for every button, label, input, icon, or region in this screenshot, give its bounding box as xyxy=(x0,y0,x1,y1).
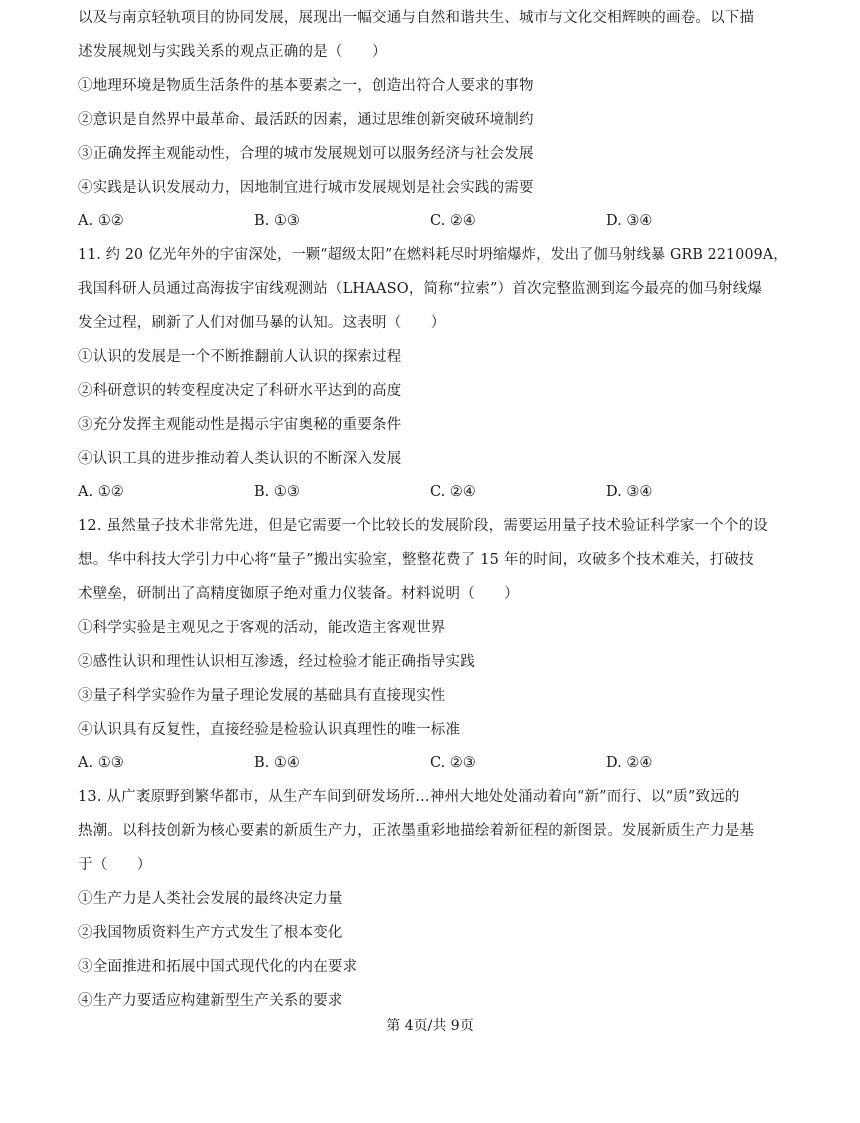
q12-stem-line-1: 12. 虽然量子技术非常先进，但是它需要一个比较长的发展阶段，需要运用量子技术验证科学家一个个的设 xyxy=(78,518,768,534)
q10-stem-line-1: 以及与南京轻轨项目的协同发展，展现出一幅交通与自然和谐共生、城市与文化交相辉映的画卷。以下描 xyxy=(78,10,755,26)
q10-statement-1: ①地理环境是物质生活条件的基本要素之一，创造出符合人要求的事物 xyxy=(78,78,534,94)
page-footer xyxy=(0,1016,860,1036)
q12-option-b[interactable]: B. ①④ xyxy=(254,755,300,771)
q11-statement-2: ②科研意识的转变程度决定了科研水平达到的高度 xyxy=(78,383,402,399)
q11-stem-line-1: 11. 约 20 亿光年外的宇宙深处，一颗“超级太阳”在燃料耗尽时坍缩爆炸，发出了伽马射线暴 GRB 221009A， xyxy=(78,247,788,263)
q11-statement-1: ①认识的发展是一个不断推翻前人认识的探索过程 xyxy=(78,349,402,365)
q10-statement-4: ④实践是认识发展动力，因地制宜进行城市发展规划是社会实践的需要 xyxy=(78,180,534,196)
q12-statement-2: ②感性认识和理性认识相互渗透，经过检验才能正确指导实践 xyxy=(78,654,475,670)
q10-statement-3: ③正确发挥主观能动性，合理的城市发展规划可以服务经济与社会发展 xyxy=(78,146,534,162)
q12-options xyxy=(78,753,788,773)
q12-option-a[interactable]: A. ①③ xyxy=(78,755,124,771)
q11-option-c[interactable]: C. ②④ xyxy=(430,484,476,500)
q12-statement-3: ③量子科学实验作为量子理论发展的基础具有直接现实性 xyxy=(78,688,446,704)
q13-stem-line-3: 于（ ） xyxy=(78,857,152,873)
q10-option-c[interactable]: C. ②④ xyxy=(430,213,476,229)
q11-option-a[interactable]: A. ①② xyxy=(78,484,124,500)
page-number: 第 4页/共 9页 xyxy=(386,1018,474,1034)
q13-statement-2: ②我国物质资料生产方式发生了根本变化 xyxy=(78,925,343,941)
q10-option-b[interactable]: B. ①③ xyxy=(254,213,300,229)
q13-statement-3: ③全面推进和拓展中国式现代化的内在要求 xyxy=(78,959,358,975)
q12-option-c[interactable]: C. ②③ xyxy=(430,755,476,771)
q13-statement-1: ①生产力是人类社会发展的最终决定力量 xyxy=(78,891,343,907)
q12-statement-4: ④认识具有反复性，直接经验是检验认识真理性的唯一标准 xyxy=(78,722,461,738)
q11-statement-3: ③充分发挥主观能动性是揭示宇宙奥秘的重要条件 xyxy=(78,417,402,433)
q12-stem-line-3: 术壁垒，研制出了高精度铷原子绝对重力仪装备。材料说明（ ） xyxy=(78,586,519,602)
q13-stem-line-2: 热潮。以科技创新为核心要素的新质生产力，正浓墨重彩地描绘着新征程的新图景。发展新质生产力是基 xyxy=(78,823,755,839)
q11-statement-4: ④认识工具的进步推动着人类认识的不断深入发展 xyxy=(78,451,402,467)
q12-option-d[interactable]: D. ②④ xyxy=(606,755,653,771)
q11-options xyxy=(78,482,788,502)
q13-statement-4: ④生产力要适应构建新型生产关系的要求 xyxy=(78,993,343,1009)
q10-option-d[interactable]: D. ③④ xyxy=(606,213,653,229)
q11-stem-line-2: 我国科研人员通过高海拔宇宙线观测站（LHAASO，简称“拉索”）首次完整监测到迄今最亮的伽马射线爆 xyxy=(78,281,763,297)
q12-stem-line-2: 想。华中科技大学引力中心将“量子”搬出实验室，整整花费了 15 年的时间，攻破多个技术难关，打破技 xyxy=(78,552,754,568)
q11-stem-line-3: 发全过程，刷新了人们对伽马暴的认知。这表明（ ） xyxy=(78,315,446,331)
q11-option-b[interactable]: B. ①③ xyxy=(254,484,300,500)
q11-option-d[interactable]: D. ③④ xyxy=(606,484,653,500)
q10-statement-2: ②意识是自然界中最革命、最活跃的因素，通过思维创新突破环境制约 xyxy=(78,112,534,128)
q10-stem-line-2: 述发展规划与实践关系的观点正确的是（ ） xyxy=(78,44,387,60)
q10-option-a[interactable]: A. ①② xyxy=(78,213,124,229)
q13-stem-line-1: 13. 从广袤原野到繁华都市，从生产车间到研发场所…神州大地处处涌动着向“新”而行、以“质”致远的 xyxy=(78,789,740,805)
q10-options xyxy=(78,211,788,231)
q12-statement-1: ①科学实验是主观见之于客观的活动，能改造主客观世界 xyxy=(78,620,446,636)
